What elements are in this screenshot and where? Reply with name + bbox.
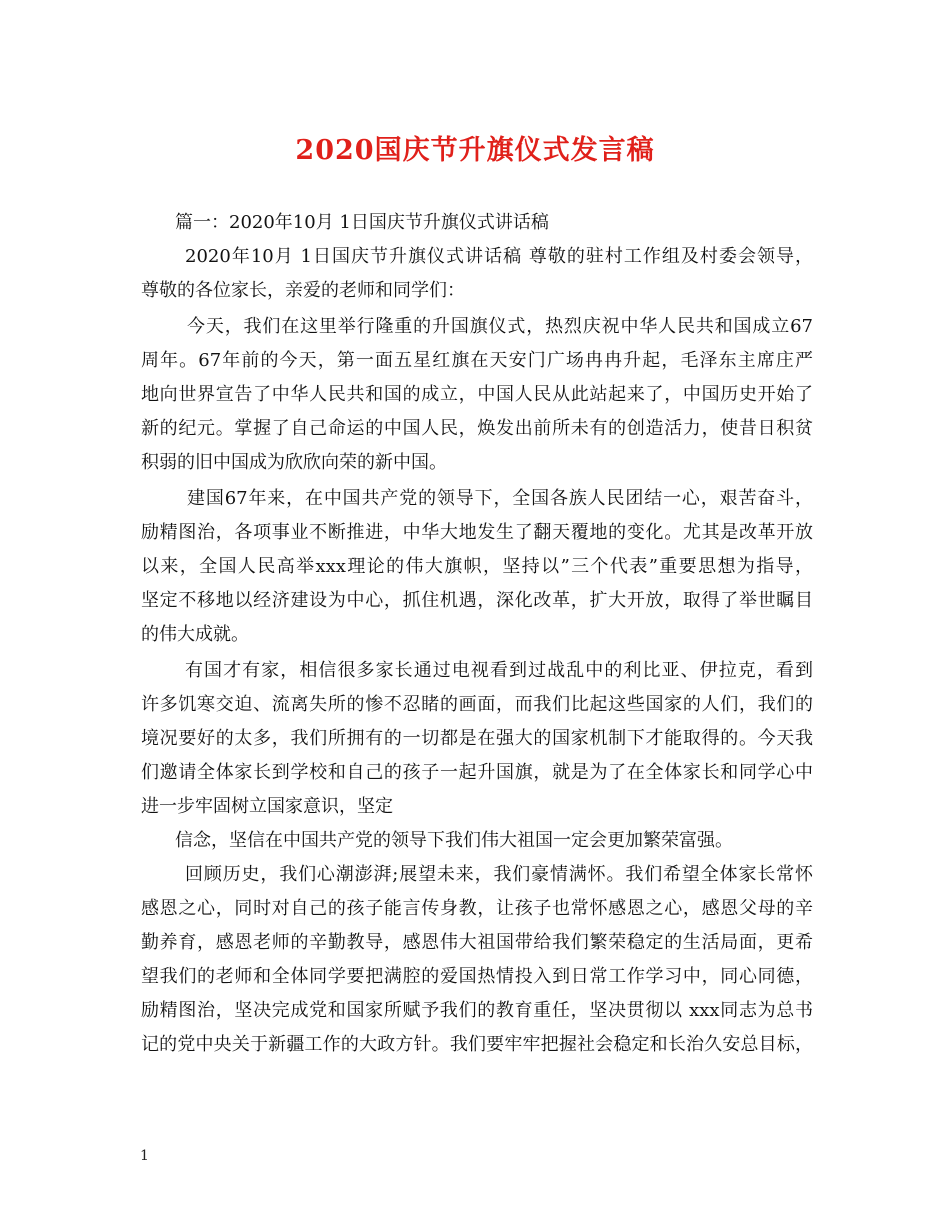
text-line: 2020年10月 1日国庆节升旗仪式讲话稿 尊敬的驻村工作组及村委会领导，	[185, 246, 813, 267]
text-line: 境况要好的太多，我们所拥有的一切都是在强大的国家机制下才能取得的。今天我	[141, 728, 813, 749]
text-line: 积弱的旧中国成为欣欣向荣的新中国。	[141, 452, 447, 473]
section-heading: 篇一：2020年10月 1日国庆节升旗仪式讲话稿	[175, 212, 549, 233]
text-line: 新的纪元。掌握了自己命运的中国人民，焕发出前所未有的创造活力，使昔日积贫	[141, 418, 813, 439]
document-title: 2020国庆节升旗仪式发言稿	[295, 135, 655, 166]
text-line: 以来，全国人民高举xxx理论的伟大旗帜，坚持以”三个代表”重要思想为指导，	[141, 556, 813, 577]
text-line: 励精图治，各项事业不断推进，中华大地发生了翻天覆地的变化。尤其是改革开放	[141, 522, 813, 543]
text-line: 坚定不移地以经济建设为中心，抓住机遇，深化改革，扩大开放，取得了举世瞩目	[141, 590, 813, 611]
page-number: 1	[140, 1148, 149, 1164]
text-line: 望我们的老师和全体同学要把满腔的爱国热情投入到日常工作学习中，同心同德，	[141, 966, 813, 987]
text-line: 信念，坚信在中国共产党的领导下我们伟大祖国一定会更加繁荣富强。	[175, 830, 733, 851]
document-body	[141, 206, 813, 1062]
text-line: 周年。67年前的今天，第一面五星红旗在天安门广场冉冉升起，毛泽东主席庄严	[141, 350, 813, 371]
text-line: 的伟大成就。	[141, 624, 249, 645]
text-line: 许多饥寒交迫、流离失所的惨不忍睹的画面，而我们比起这些国家的人们，我们的	[141, 694, 813, 715]
text-line: 勤养育，感恩老师的辛勤教导，感恩伟大祖国带给我们繁荣稳定的生活局面，更希	[141, 932, 813, 953]
text-line: 地向世界宣告了中华人民共和国的成立，中国人民从此站起来了，中国历史开始了	[141, 384, 813, 405]
text-line: 感恩之心，同时对自己的孩子能言传身教，让孩子也常怀感恩之心，感恩父母的辛	[141, 898, 813, 919]
text-line: 建国67年来，在中国共产党的领导下，全国各族人民团结一心，艰苦奋斗，	[187, 488, 813, 509]
text-line: 有国才有家，相信很多家长通过电视看到过战乱中的利比亚、伊拉克，看到	[185, 660, 813, 681]
text-line: 尊敬的各位家长，亲爱的老师和同学们：	[141, 280, 465, 301]
text-line: 进一步牢固树立国家意识，坚定	[141, 796, 393, 817]
text-line: 回顾历史，我们心潮澎湃;展望未来，我们豪情满怀。我们希望全体家长常怀	[185, 864, 813, 885]
text-line: 今天，我们在这里举行隆重的升国旗仪式，热烈庆祝中华人民共和国成立67	[187, 316, 813, 337]
text-line: 励精图治，坚决完成党和国家所赋予我们的教育重任，坚决贯彻以 xxx同志为总书	[141, 1000, 813, 1021]
text-line: 记的党中央关于新疆工作的大政方针。我们要牢牢把握社会稳定和长治久安总目标，	[141, 1034, 813, 1055]
text-line: 们邀请全体家长到学校和自己的孩子一起升国旗，就是为了在全体家长和同学心中	[141, 762, 813, 783]
